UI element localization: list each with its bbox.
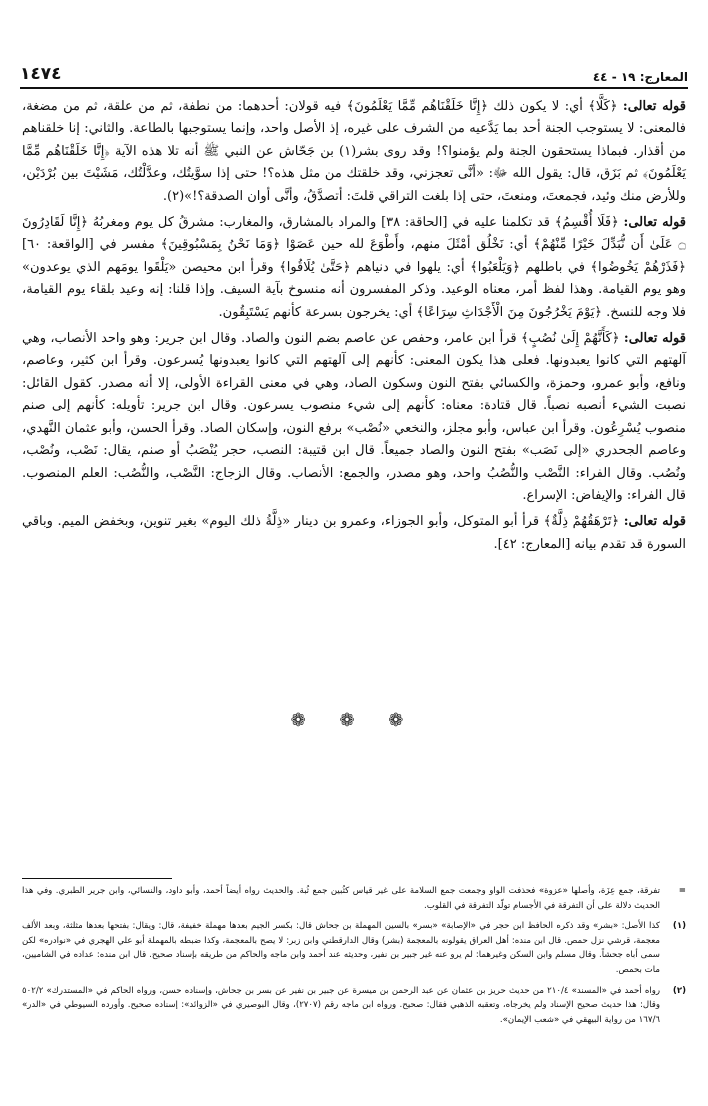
footnote-rule — [22, 878, 172, 879]
footnote — [22, 884, 686, 913]
paragraph-text: ﴿كَأَنَّهُمْ إِلَىٰ نُصُبٍ﴾ قرأ ابن عامر، وحفص عن عاصم بضم النون والصاد. وقال ابن جرير: وهو واحد الأنصاب، وهي آلهتهم التي كانوا يعبدونها. فعلى هذا يكون المعنى: كأنهم إلى آلهتهم التي كانوا يعبدونها يُسرعون. وقرأ ابن كثير، وعاصم، ونافع، وأبو عمرو، وحمزة، والكسائي بفتح النون وسكون الصاد، وهي في معنى القراءة الأولى، إلا أنه مصدر. كقول القائل: نصبت الشيء أنصبه نصباً. قال قتادة: معناه: كأنهم إلى شيء منصوب يسرعون. وقال ابن جرير: تأويله: كأنهم إلى صنم منصوب يُسْرِعُون. وقرأ ابن عباس، وأبو مجلز، والنخعي «نُصْب» برفع النون، وإسكان الصاد. وقرأ الحسن، وأبو عثمان النَّهدي، وعاصم الجحدري «إلى نَصَب» بفتح النون والصاد جميعاً. قال ابن قتيبة: النصب، حجر يُنْصَبُ أو صنم، يقال: نَصْب، ونُصْب، ونُصُب. وقال الفراء: النَّصْب والنُّصُبُ واحد، وهو مصدر، والجمع: الأنصاب. وقال الزجاج: النَّصْب، والنُّصُب: العلم المنصوب. قال الفراء: والإيفاض: الإسراع. — [22, 331, 686, 503]
running-title: المعارج: ١٩ - ٤٤ — [592, 70, 688, 84]
paragraph — [22, 328, 686, 507]
paragraph-lead: قوله تعالى: — [623, 215, 686, 231]
page-number: ١٤٧٤ — [20, 64, 62, 84]
main-text — [22, 96, 686, 560]
footnote — [22, 984, 686, 1028]
paragraph — [22, 511, 686, 556]
paragraph — [22, 96, 686, 208]
paragraph-lead: قوله تعالى: — [623, 331, 686, 347]
paragraph-text: ﴿كَلَّا﴾ أي: لا يكون ذلك ﴿إِنَّا خَلَقْنَاهُم مِّمَّا يَعْلَمُونَ﴾ فيه قولان: أحدهما: من نطفة، ثم من علقة، ثم من مضغة، فالمعنى: لا يستوجب الجنة أحد بما يَدَّعيه من الشرف على غيره، إذ الأصل واحد، وإنما يستوجبها بالطاعة. والثاني: إنا خلقناهم من أقذار. فبماذا يستحقون الجنة ولم يؤمنوا؟! وقد روى بشر(١) بن جَحّاش عن النبي ﷺ أنه تلا هذه الآية ﴿إِنَّا خَلَقْنَاهُم مِّمَّا يَعْلَمُونَ﴾ ثم بَزَق، قال: يقول الله ﷻ: «أنَّى تعجزني، وقد خلقتك من مثل هذه؟! حتى إذا سوَّيتُك، وعدَّلْتُك، مَشَيْتَ بين بُرْدَيْن، وللأرض منك وئيد، فجمعتَ، ومنعتَ، حتى إذا بلغت التراقي قلتَ: أتصدَّقُ، وأنَّى أوان الصدقة؟!»(٢). — [22, 99, 686, 204]
footnotes — [22, 884, 686, 1033]
footnote-text: رواه أحمد في «المسند» ٢١٠/٤ من حديث حريز بن عثمان عن عبد الرحمن بن ميسرة عن جبير بن نفير عن بسر بن جحاش، وإسناده حسن، ورواه الحاكم في «المستدرك» ٥٠٢/٢ وقال: هذا حديث صحيح الإسناد ولم يخرجاه، وتعقبه الذهبي فقال: صحيح. ورواه ابن ماجه رقم (٢٧٠٧)، وقال البوصيري في «الزوائد»: إسناده صحيح. وأورده السيوطي في «الدر» ١٦٧/٦ من رواية البيهقي في «شعب الإيمان». — [22, 985, 661, 1025]
paragraph — [22, 212, 686, 324]
footnote-text: كذا الأصل: «بشر» وقد ذكره الحافظ ابن حجر في «الإصابة» «بسر» بالسين المهملة بن جحاش قال: بكسر الجيم بعدها مهملة خفيفة، قال: ويقال: بفتحها بعدها مثلثة، وبعد الألف معجمة، قرشي نزل حمص. قال ابن منده: أهل العراق يقولونه بالمعجمة (بشر) وقال الدارقطني وابن زبر: لا يصح بالمعجمة، وكذا ضبطه بالمهملة أبو علي الهجري في «نوادره» لكن سمى أباه جحشاً. وقال مسلم وابن السكن وغيرهما: لم يرو عنه غير جبير بن نفير، وحديثه عند أحمد وابن ماجه والحاكم من طريقه بإسناد صحيح. قال ابن منده: عداده في الشاميين، مات بحمص. — [22, 921, 660, 975]
paragraph-lead: قوله تعالى: — [623, 514, 686, 530]
paragraph-text: ﴿فَلَا أُقْسِمُ﴾ قد تكلمنا عليه في [الحاقة: ٣٨] والمراد بالمشارق، والمغارب: مشرقُ كل يوم ومغربُهُ ﴿إِنَّا لَقَادِرُونَ ۝ عَلَىٰ أَن نُّبَدِّلَ خَيْرًا مِّنْهُمْ﴾ أي: نَخْلُق أمْثَلَ منهم، وأَطْوَعَ لله حين عَصَوْا ﴿وَمَا نَحْنُ بِمَسْبُوقِينَ﴾ مفسر في [الواقعة: ٦٠] ﴿فَذَرْهُمْ يَخُوضُوا﴾ في باطلهم ﴿وَيَلْعَبُوا﴾ أي: يلهوا في دنياهم ﴿حَتَّىٰ يُلَاقُوا﴾ وقرأ ابن محيصن «يَلْقَوا يومَهم الذي يوعدون» وهو يوم القيامة. وهذا لفظ أمر، معناه الوعيد. وذكر المفسرون أنه منسوخ بآية السيف. وإذا قلنا: إنه وعيد بلقاء يوم القيامة، فلا وجه للنسخ. ﴿يَوْمَ يَخْرُجُونَ مِنَ الْأَجْدَاثِ سِرَاعًا﴾ أي: يخرجون بسرعة كأنهم يَسْتَبِقُون. — [22, 215, 686, 320]
paragraph-text: ﴿تَرْهَقُهُمْ ذِلَّةٌ﴾ قرأ أبو المتوكل، وأبو الجوزاء، وعمرو بن دينار «ذِلَّةُ ذلك اليوم» بغير تنوين، وبخفض الميم. وباقي السورة قد تقدم بيانه [المعارج: ٤٢]. — [22, 514, 686, 552]
footnote-mark: (١) — [672, 921, 686, 932]
paragraph-lead: قوله تعالى: — [622, 99, 686, 114]
page-header — [20, 62, 688, 89]
footnote-mark: = — [678, 886, 686, 896]
footnote-mark: (٢) — [672, 985, 686, 996]
footnote — [22, 919, 686, 977]
section-separator: ❁ ❁ ❁ — [290, 710, 418, 731]
footnote-text: تفرقة، جمع عِزَة، وأصلها «عزوة» فحذفت الواو وجمعت جمع السلامة على غير قياس كثُبين جمع ثُبة. والحديث رواه أيضاً أحمد، وأبو داود، والنسائي، وابن جرير الطبري. وفي هذا الحديث دلالة على أن التفرقة في الأجسام تولّد التفرقة في القلوب. — [22, 886, 660, 911]
